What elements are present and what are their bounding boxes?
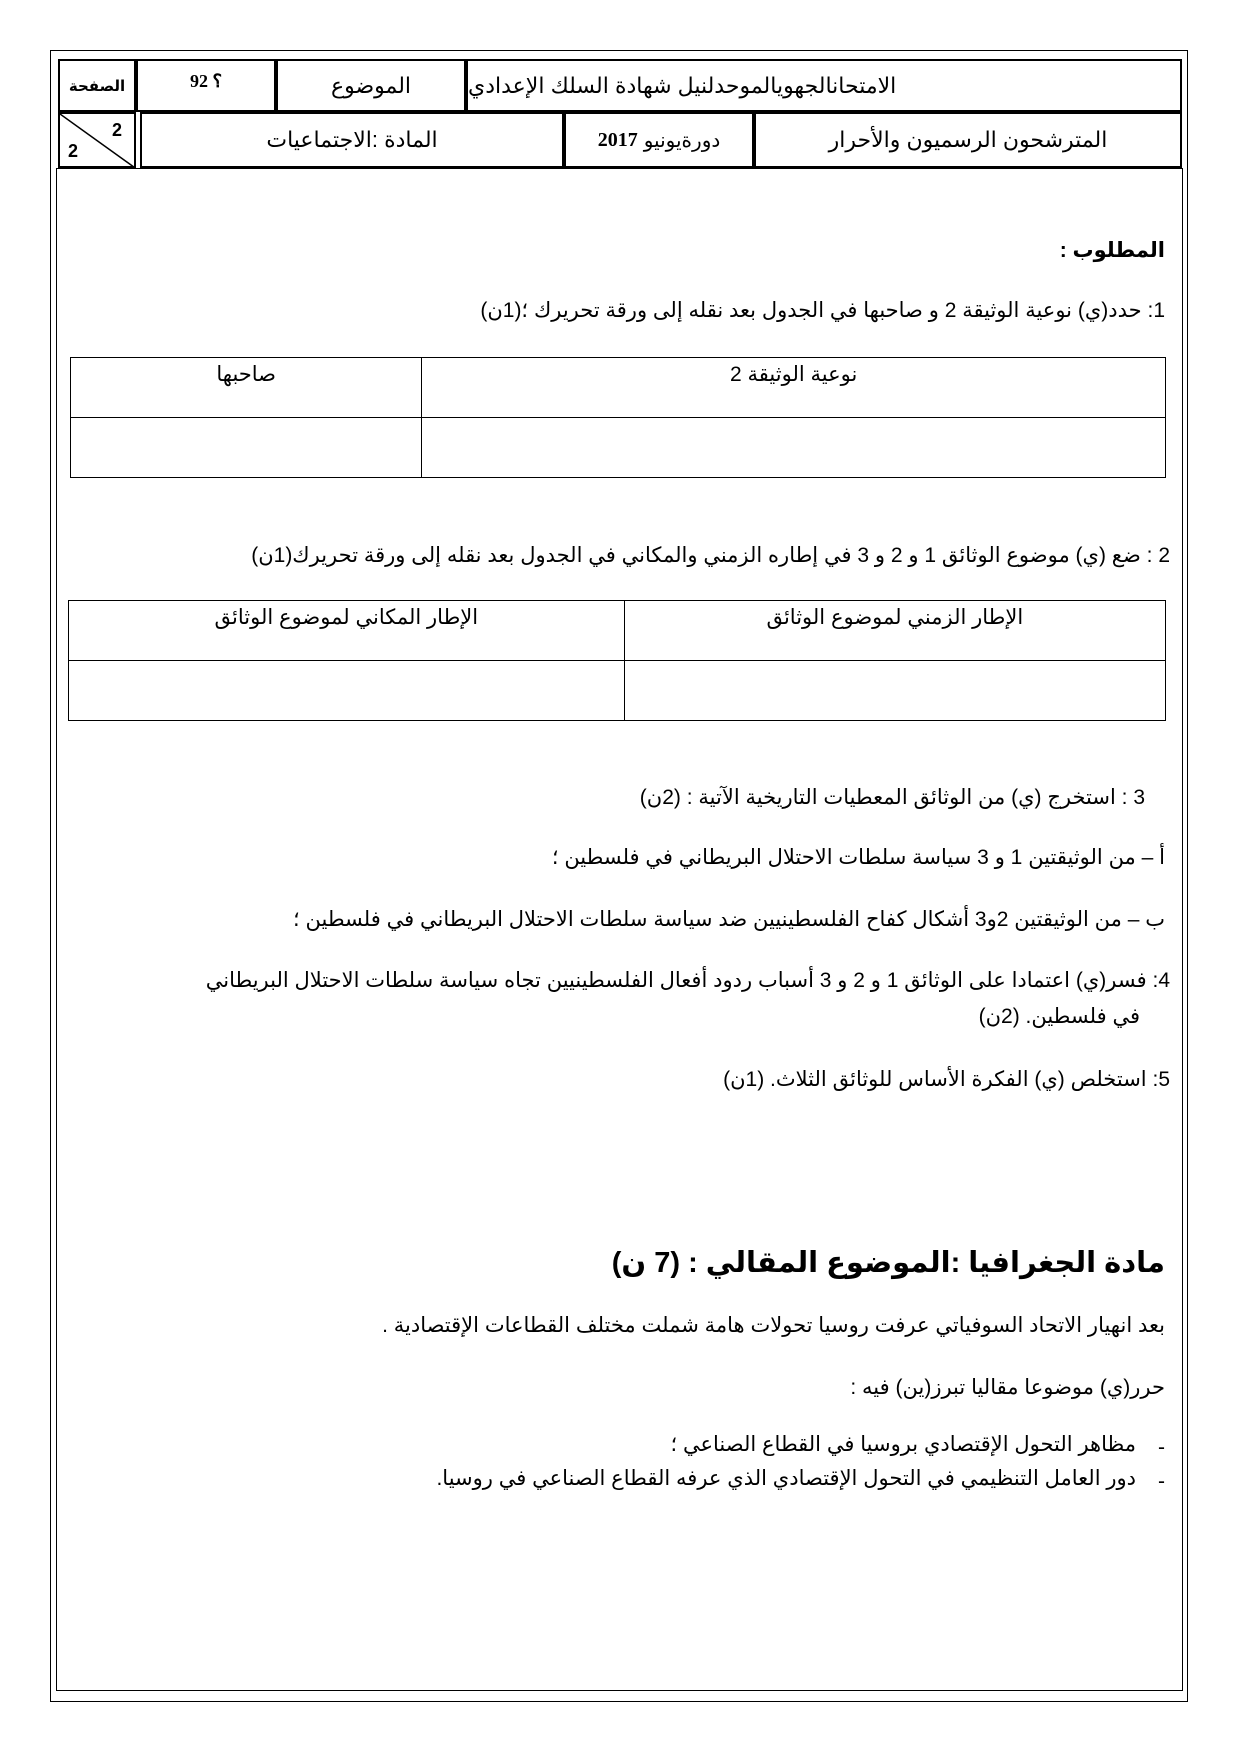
exam-code: 92 ؟ <box>189 71 223 91</box>
bullet-marker: - <box>1158 1436 1165 1459</box>
page-label: الصفحة <box>68 77 126 95</box>
question-4-line-2: في فلسطين. (2ن) <box>978 1005 1140 1028</box>
session-cell <box>564 112 754 168</box>
page-number-cell <box>58 112 136 168</box>
page-current: 2 <box>111 120 122 140</box>
table-row <box>69 601 1166 661</box>
question-3a: أ – من الوثيقتين 1 و 3 سياسة سلطات الاحتلال البريطاني في فلسطين ؛ <box>551 846 1165 869</box>
table2-header-time: الإطار الزمني لموضوع الوثائق <box>624 601 1165 661</box>
answer-table-1 <box>70 357 1166 478</box>
subject-label: الموضوع <box>330 72 412 98</box>
answer-table-2 <box>68 600 1166 721</box>
table-row <box>71 418 1166 478</box>
candidates-label: المترشحون الرسميون والأحرار <box>828 127 1108 152</box>
geography-intro: بعد انهيار الاتحاد السوفياتي عرفت روسيا تحولات هامة شملت مختلف القطاعات الإقتصادية . <box>382 1314 1165 1337</box>
table1-answer-owner <box>71 418 422 478</box>
geography-instruction: حرر(ي) موضوعا مقاليا تبرز(ين) فيه : <box>850 1376 1165 1399</box>
page-total: 2 <box>68 141 79 161</box>
question-2: 2 : ضع (ي) موضوع الوثائق 1 و 2 و 3 في إطاره الزمني والمكاني في الجدول بعد نقله إلى ورقة تحريرك(1ن) <box>251 544 1170 567</box>
question-3: 3 : استخرج (ي) من الوثائق المعطيات التاريخية الآتية : (2ن) <box>639 786 1145 809</box>
session-year: 2017 <box>597 128 638 151</box>
candidates-cell <box>754 112 1182 168</box>
question-1: 1: حدد(ي) نوعية الوثيقة 2 و صاحبها في الجدول بعد نقله إلى ورقة تحريرك ؛(1ن) <box>480 299 1165 322</box>
material-label: المادة :الاجتماعيات <box>266 127 438 152</box>
geography-bullet-2: دور العامل التنظيمي في التحول الإقتصادي الذي عرفه القطاع الصناعي في روسيا. <box>436 1467 1136 1490</box>
material-cell <box>140 112 564 168</box>
table2-answer-time <box>624 661 1165 721</box>
question-3b: ب – من الوثيقتين 2و3 أشكال كفاح الفلسطينيين ضد سياسة سلطات الاحتلال البريطاني في فلسطين ؛ <box>292 908 1165 931</box>
bullet-marker: - <box>1158 1470 1165 1493</box>
subject-label-cell <box>276 59 466 112</box>
table1-header-type: نوعية الوثيقة 2 <box>422 358 1166 418</box>
table1-answer-type <box>422 418 1166 478</box>
required-title: المطلوب : <box>1059 239 1165 262</box>
table-row <box>71 358 1166 418</box>
table-row <box>69 661 1166 721</box>
table2-header-place: الإطار المكاني لموضوع الوثائق <box>69 601 625 661</box>
table2-answer-place <box>69 661 625 721</box>
geography-bullet-1: مظاهر التحول الإقتصادي بروسيا في القطاع الصناعي ؛ <box>670 1433 1136 1456</box>
session-prefix: دورةيونيو <box>643 129 721 152</box>
page-label-cell <box>58 59 136 112</box>
question-4-line-1: 4: فسر(ي) اعتمادا على الوثائق 1 و 2 و 3 أسباب ردود أفعال الفلسطينيين تجاه سياسة سلطات الاحتلال البريطاني <box>205 969 1170 992</box>
exam-title-cell <box>466 59 1182 112</box>
geography-title: مادة الجغرافيا :الموضوع المقالي : (7 ن) <box>611 1247 1165 1279</box>
question-5: 5: استخلص (ي) الفكرة الأساس للوثائق الثلاث. (1ن) <box>723 1068 1170 1091</box>
table1-header-owner: صاحبها <box>71 358 422 418</box>
exam-code-cell <box>136 59 276 112</box>
exam-title: الامتحانالجهويالموحدلنيل شهادة السلك الإعدادي <box>468 72 897 98</box>
